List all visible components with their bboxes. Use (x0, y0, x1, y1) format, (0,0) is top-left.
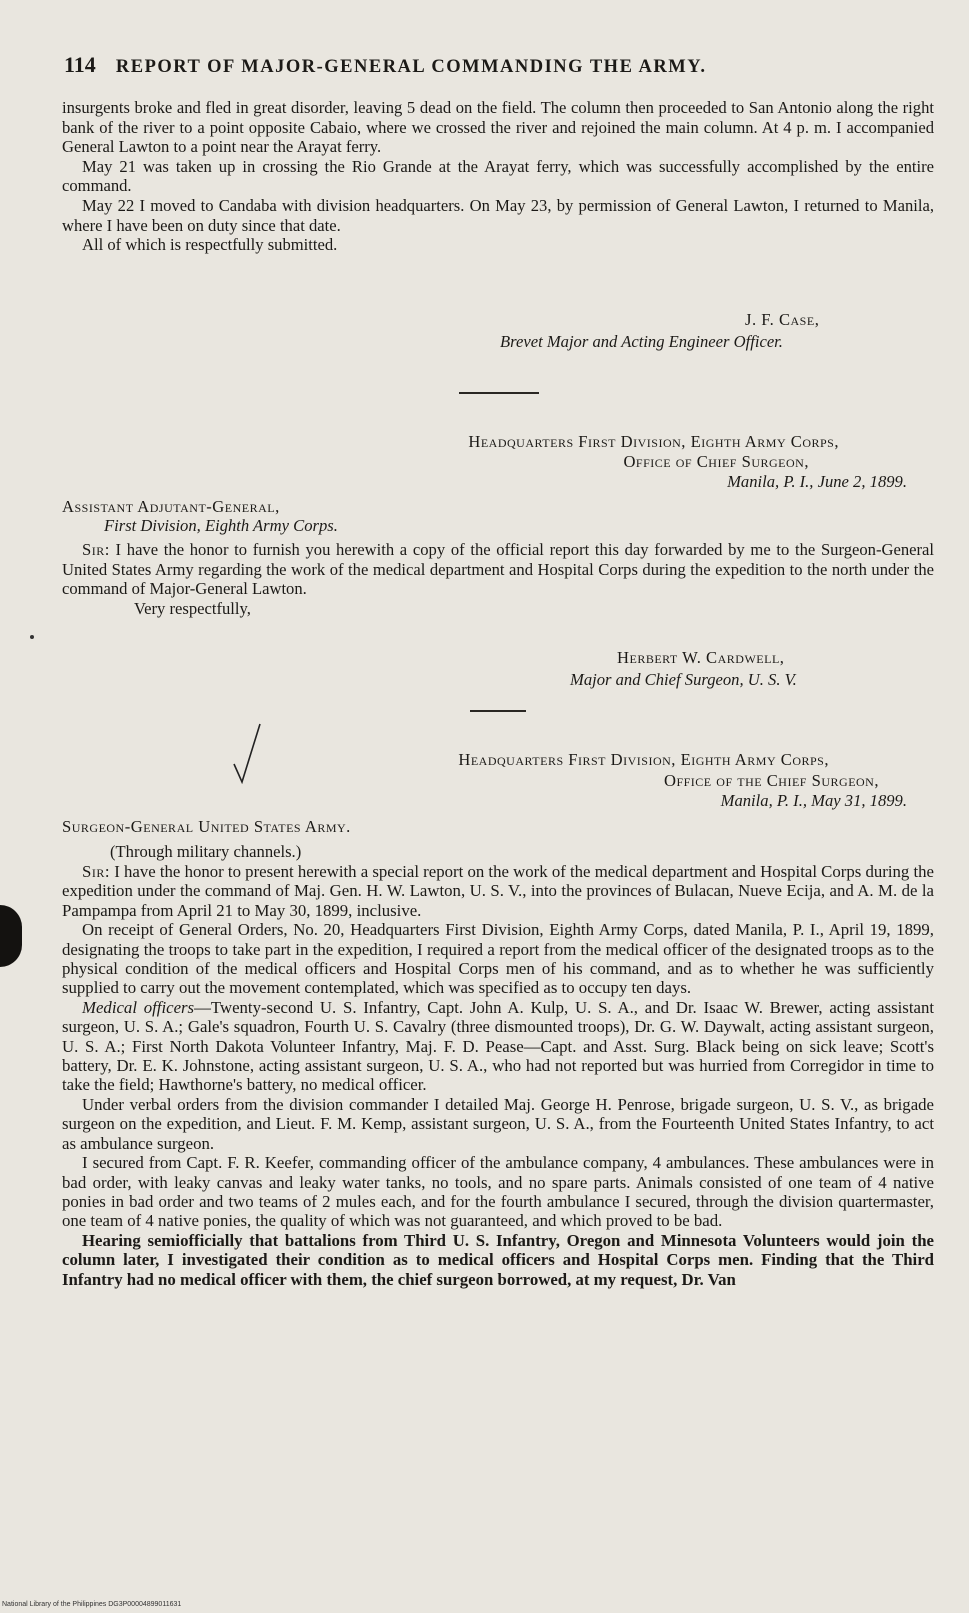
margin-dot (30, 635, 34, 639)
letter2-addressee: Surgeon-General United States Army. (62, 817, 351, 836)
paragraph: May 22 I moved to Candaba with division headquarters. On May 23, by permission of General Lawton, I returned to Manila, where I have been on duty since that date. (62, 195, 934, 235)
letter2-paragraph-1: I have the honor to present herewith a special report on the work of the medical department and Hospital Corps during the expedition under the command of Maj. Gen. H. W. Lawton, U. S. V., into the provinces of Bulacan, Nueve Ecija, and A. M. de la Pampampa from April 21 to May 30, 1899, inclusive. (62, 862, 934, 920)
page-header (64, 52, 884, 78)
paragraph: All of which is respectfully submitted. (82, 235, 338, 255)
letter1-text: I have the honor to furnish you herewith a copy of the official report this day forwarded by me to the Surgeon-General United States Army regarding the work of the medical department and Hospital Corps during the expedition to the north under the command of Major-General Lawton. (62, 540, 934, 599)
medical-officers-lead: Medical officers (82, 997, 195, 1017)
scan-artifact (0, 905, 22, 967)
paragraph: May 21 was taken up in crossing the Rio Grande at the Arayat ferry, which was successfully accomplished by the entire command. (62, 156, 934, 196)
letter1-body (62, 540, 934, 618)
scan-footer: National Library of the Philippines DG3P00004899011631 (2, 1601, 182, 1608)
salutation: Sir: (82, 540, 110, 559)
letter1-signature-name: Herbert W. Cardwell, (617, 648, 785, 667)
paragraph: insurgents broke and fled in great disorder, leaving 5 dead on the field. The column then proceeded to San Antonio along the right bank of the river to a point opposite Cabaio, where we crossed the river and rejoined the main column. At 4 p. m. I accompanied General Lawton to a point near the Arayat ferry. (62, 98, 934, 157)
letter1-addressee: Assistant Adjutant-General, (62, 497, 280, 516)
running-title: REPORT OF MAJOR-GENERAL COMMANDING THE ARMY. (115, 57, 707, 77)
closing: Very respectfully, (134, 598, 251, 618)
letter2-paragraph-6: Hearing semiofficially that battalions from Third U. S. Infantry, Oregon and Minnesota Volunteers would join the column later, I investigated their condition as to medical officers and Hospital Corps men. Finding that the Third Infantry had no medical officer with them, the chief surgeon borrowed, at my request, Dr. Van (62, 1230, 934, 1289)
letter1-heading-line2: Office of Chief Surgeon, (623, 452, 809, 471)
letter1-addressee-sub: First Division, Eighth Army Corps. (104, 516, 338, 535)
signature-name: J. F. Case, (745, 310, 820, 329)
check-mark-icon (232, 722, 272, 784)
page-number: 114 (64, 52, 96, 77)
section-divider (459, 392, 539, 394)
letter1-heading-line1: Headquarters First Division, Eighth Army Corps, (468, 432, 839, 451)
section-divider (470, 710, 526, 712)
letter2-dateline: Manila, P. I., May 31, 1899. (720, 791, 907, 810)
letter2-paragraph-2: On receipt of General Orders, No. 20, Headquarters First Division, Eighth Army Corps, dated Manila, P. I., April 19, 1899, designating the troops to take part in the expedition, I required a report from the medical officer of the designated troops as to the physical condition of the medical officers and Hospital Corps men of his command, and as to whether he was sufficiently supplied to carry out the movement contemplated, which was specified as to occupy ten days. (62, 920, 934, 998)
letter2-paragraph-5: I secured from Capt. F. R. Keefer, commanding officer of the ambulance company, 4 ambulances. These ambulances were in bad order, with leaky canvas and leaky water tanks, no tools, and no spare parts. Animals consisted of one team of 4 native ponies in bad order and two teams of 2 mules each, and for the fourth ambulance I secured, through the division quartermaster, one team of 4 native ponies, the quality of which was not guaranteed, and which proved to be bad. (62, 1153, 934, 1231)
letter1-dateline: Manila, P. I., June 2, 1899. (727, 472, 907, 491)
letter2-heading-line1: Headquarters First Division, Eighth Army Corps, (458, 750, 829, 769)
letter1-signature-title: Major and Chief Surgeon, U. S. V. (570, 670, 797, 689)
case-report-body (62, 98, 934, 255)
letter2-paragraph-4: Under verbal orders from the division commander I detailed Maj. George H. Penrose, brigade surgeon, U. S. V., as brigade surgeon on the expedition, and Lieut. F. M. Kemp, assistant surgeon, U. S. A., from the Fourteenth United States Infantry, to act as ambulance surgeon. (62, 1094, 934, 1153)
letter2-body (62, 862, 934, 1289)
letter2-paragraph-3: —Twenty-second U. S. Infantry, Capt. John A. Kulp, U. S. A., and Dr. Isaac W. Brewer, acting assistant surgeon, U. S. A.; Gale's squadron, Fourth U. S. Cavalry (three dismounted troops), Dr. G. W. Daywalt, acting assistant surgeon, U. S. A.; First North Dakota Volunteer Infantry, Maj. F. D. Pease—Capt. and Asst. Surg. Black being on sick leave; Scott's battery, Dr. E. K. Johnstone, acting assistant surgeon, U. S. A., who had not reported but was hurried from Corregidor in time to take the field; Hawthorne's battery, no medical officer. (62, 997, 934, 1095)
letter2-heading-line2: Office of the Chief Surgeon, (663, 771, 879, 790)
letter2-channels: (Through military channels.) (110, 842, 302, 861)
salutation: Sir: (82, 862, 110, 881)
signature-title: Brevet Major and Acting Engineer Officer. (500, 332, 783, 351)
